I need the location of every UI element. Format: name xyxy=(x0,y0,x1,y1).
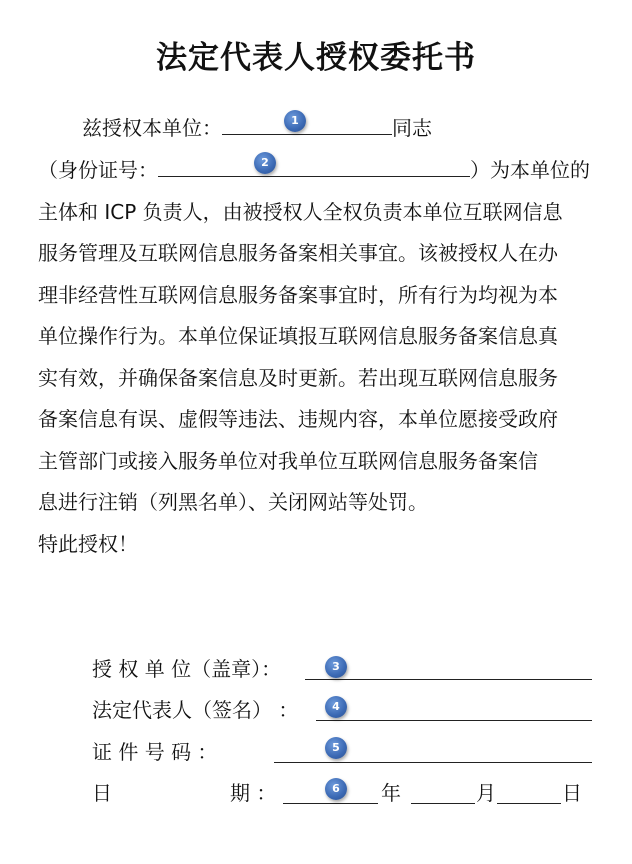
body-line: 主管部门或接入服务单位对我单位互联网信息服务备案信 xyxy=(38,449,538,473)
body-line: 理非经营性互联网信息服务备案事宜时，所有行为均视为本 xyxy=(38,283,558,307)
intro-prefix: 兹授权本单位： xyxy=(82,116,222,140)
annotation-marker-1[interactable]: 1 xyxy=(284,110,306,132)
body-line: 主体和 ICP 负责人，由被授权人全权负责本单位互联网信息 xyxy=(38,200,563,224)
legal-rep-signature-field[interactable] xyxy=(316,720,592,721)
annotation-marker-6[interactable]: 6 xyxy=(325,778,347,800)
id-prefix: （身份证号： xyxy=(38,158,158,182)
id-number-line xyxy=(38,158,590,182)
intro-line xyxy=(82,116,432,140)
intro-suffix: 同志 xyxy=(392,116,432,140)
annotation-marker-2[interactable]: 2 xyxy=(254,152,276,174)
authorized-person-field[interactable] xyxy=(222,116,392,135)
body-line: 实有效，并确保备案信息及时更新。若出现互联网信息服务 xyxy=(38,366,558,390)
date-label-right: 期 ： xyxy=(230,781,277,805)
annotation-marker-4[interactable]: 4 xyxy=(325,696,347,718)
annotation-marker-5[interactable]: 5 xyxy=(325,737,347,759)
body-line: 服务管理及互联网信息服务备案相关事宜。该被授权人在办 xyxy=(38,241,558,265)
id-number-field[interactable] xyxy=(158,158,470,177)
year-field[interactable] xyxy=(283,803,378,804)
day-label: 日 xyxy=(562,781,582,805)
id-number-label: 证 件 号 码 ： xyxy=(92,740,218,764)
id-suffix: ）为本单位的 xyxy=(470,158,590,182)
signer-id-field[interactable] xyxy=(274,762,592,763)
date-label-left: 日 xyxy=(92,781,112,805)
day-field[interactable] xyxy=(497,803,561,804)
body-line: 息进行注销（列黑名单）、关闭网站等处罚。 xyxy=(38,490,428,514)
year-label: 年 xyxy=(381,781,401,805)
month-field[interactable] xyxy=(411,803,475,804)
document-title: 法定代表人授权委托书 xyxy=(156,40,476,76)
unit-seal-field[interactable] xyxy=(305,679,592,680)
legal-rep-label: 法定代表人（签名） ： xyxy=(92,698,299,722)
body-line: 备案信息有误、虚假等违法、违规内容，本单位愿接受政府 xyxy=(38,407,558,431)
closing-text: 特此授权！ xyxy=(38,532,138,556)
annotation-marker-3[interactable]: 3 xyxy=(325,656,347,678)
unit-seal-label: 授 权 单 位（盖章）： xyxy=(92,657,282,681)
body-line: 单位操作行为。本单位保证填报互联网信息服务备案信息真 xyxy=(38,324,558,348)
month-label: 月 xyxy=(476,781,496,805)
